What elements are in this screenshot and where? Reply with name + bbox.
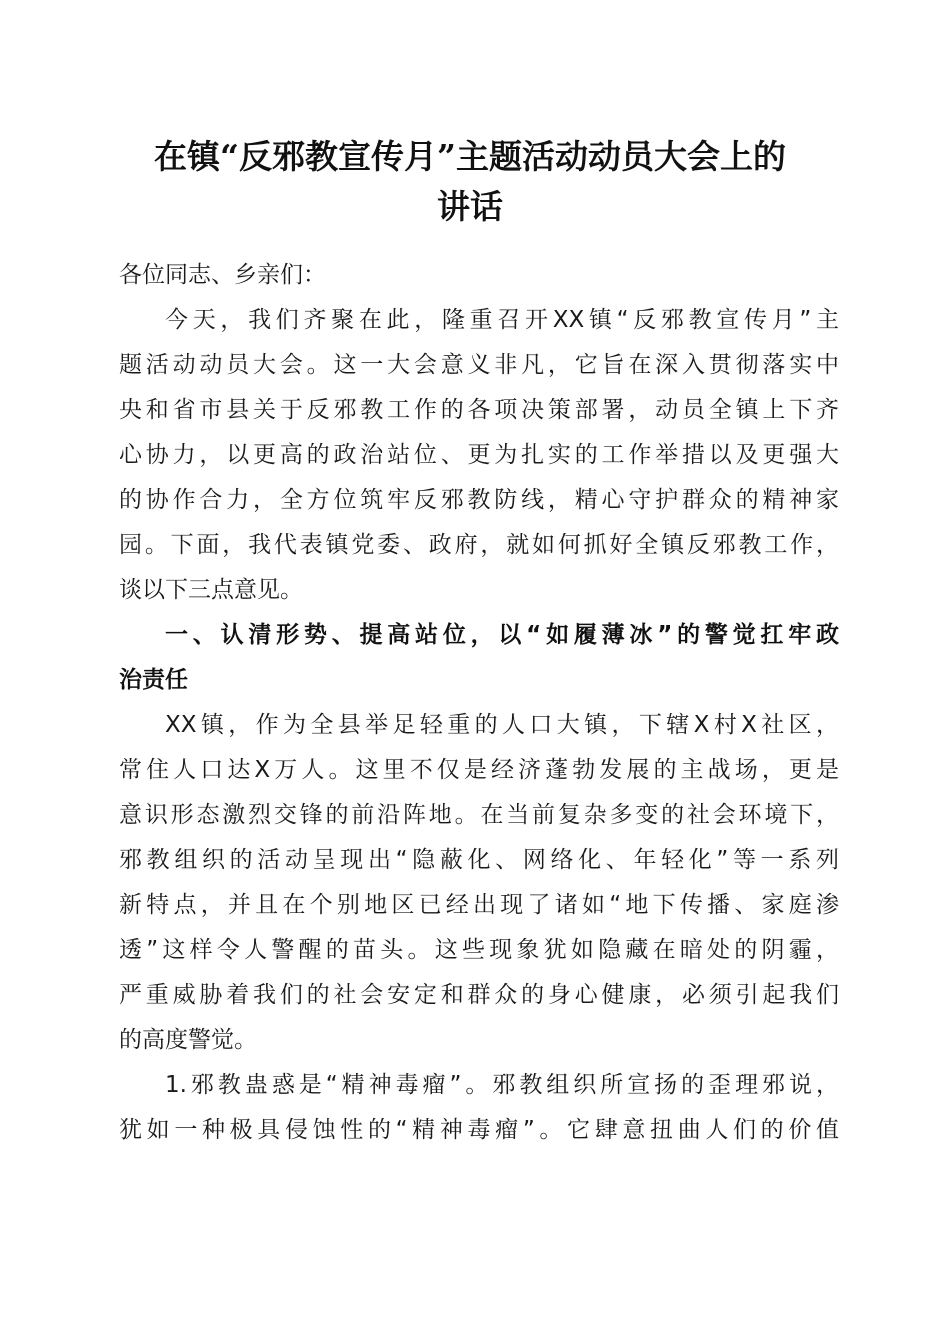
paragraph-line: 意识形态激烈交锋的前沿阵地。在当前复杂多变的社会环境下， bbox=[119, 802, 839, 828]
salutation: 各位同志、乡亲们： bbox=[119, 262, 326, 288]
document-body bbox=[119, 253, 839, 1153]
paragraph-line: 央和省市县关于反邪教工作的各项决策部署，动员全镇上下齐 bbox=[119, 397, 839, 423]
title-line-2: 讲话 bbox=[437, 187, 503, 226]
paragraph-line: 透”这样令人警醒的苗头。这些现象犹如隐藏在暗处的阴霾， bbox=[119, 937, 839, 963]
paragraph-line: 常住人口达X万人。这里不仅是经济蓬勃发展的主战场，更是 bbox=[119, 757, 839, 783]
paragraph-line: 1.邪教蛊惑是“精神毒瘤”。邪教组织所宣扬的歪理邪说， bbox=[165, 1072, 839, 1098]
heading-line: 治责任 bbox=[119, 667, 188, 693]
section-heading-1 bbox=[119, 613, 839, 703]
paragraph-line: 的协作合力，全方位筑牢反邪教防线，精心守护群众的精神家 bbox=[119, 487, 839, 513]
paragraph-intro bbox=[119, 298, 839, 613]
paragraph-line: 心协力，以更高的政治站位、更为扎实的工作举措以及更强大 bbox=[119, 442, 839, 468]
paragraph-line: 园。下面，我代表镇党委、政府，就如何抓好全镇反邪教工作， bbox=[119, 532, 839, 558]
title-line-1: 在镇“反邪教宣传月”主题活动动员大会上的 bbox=[154, 137, 786, 176]
paragraph-situation bbox=[119, 703, 839, 1063]
paragraph-line: 犹如一种极具侵蚀性的“精神毒瘤”。它肆意扭曲人们的价值 bbox=[119, 1117, 839, 1143]
paragraph-line: 严重威胁着我们的社会安定和群众的身心健康，必须引起我们 bbox=[119, 982, 839, 1008]
paragraph-line: 的高度警觉。 bbox=[119, 1027, 257, 1053]
paragraph-line: 今天，我们齐聚在此，隆重召开XX镇“反邪教宣传月”主 bbox=[165, 307, 839, 333]
paragraph-line: 题活动动员大会。这一大会意义非凡，它旨在深入贯彻落实中 bbox=[119, 352, 839, 378]
paragraph-line: 新特点，并且在个别地区已经出现了诸如“地下传播、家庭渗 bbox=[119, 892, 839, 918]
paragraph-line: 谈以下三点意见。 bbox=[119, 577, 303, 603]
document-title bbox=[100, 132, 840, 232]
paragraph-point-1 bbox=[119, 1063, 839, 1153]
paragraph-line: 邪教组织的活动呈现出“隐蔽化、网络化、年轻化”等一系列 bbox=[119, 847, 839, 873]
heading-line: 一、认清形势、提高站位，以“如履薄冰”的警觉扛牢政 bbox=[165, 622, 839, 648]
paragraph-line: XX镇，作为全县举足轻重的人口大镇，下辖X村X社区， bbox=[165, 712, 839, 738]
